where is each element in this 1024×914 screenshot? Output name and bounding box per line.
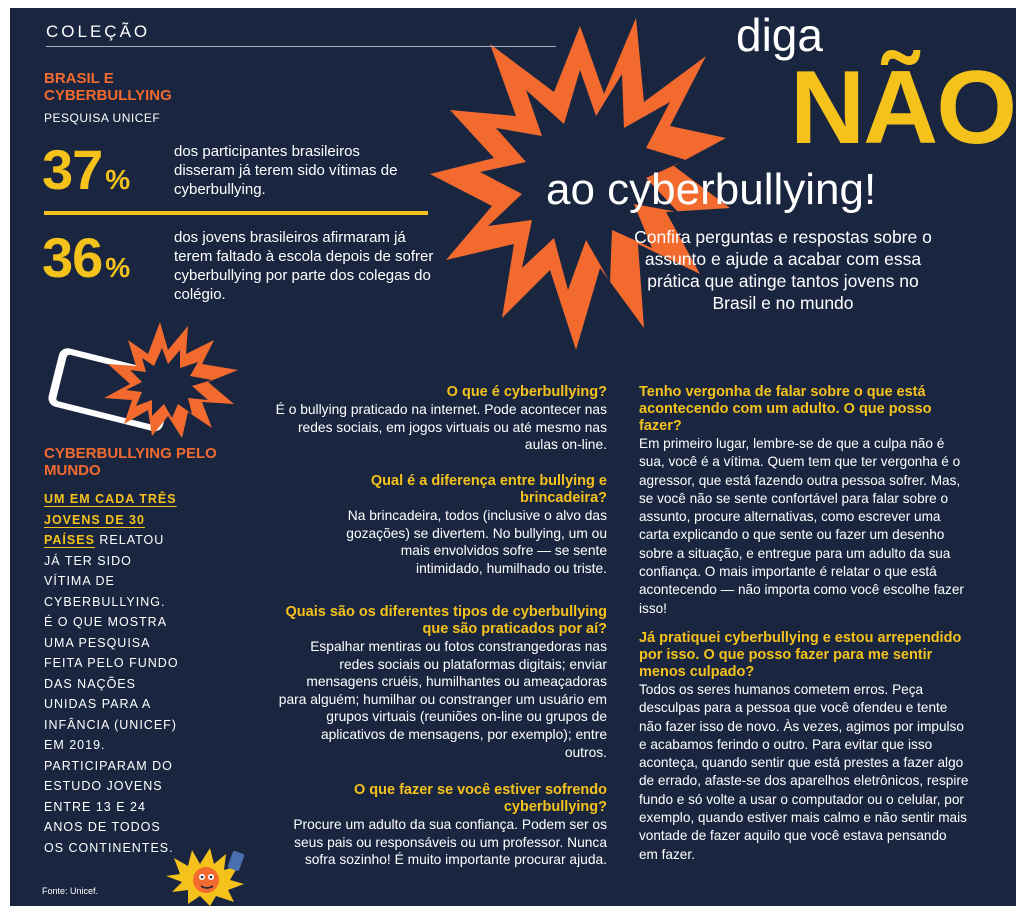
collection-label: COLEÇÃO	[46, 22, 151, 41]
answer: Na brincadeira, todos (inclusive o alvo das gozações) se divertem. No bullying, um ou mais envolvidos sofre — se sente intimidado, humilhado ou triste.	[346, 508, 607, 576]
smartphone-burst-icon	[42, 320, 242, 440]
answer: É o bullying praticado na internet. Pode acontecer nas redes sociais, em jogos virtuais ou até mesmo nas aulas on-line.	[275, 402, 607, 453]
qa-item	[275, 604, 607, 761]
headline-nao: NÃO	[790, 50, 1016, 166]
qa-item	[639, 630, 969, 864]
mascot-illustration-icon	[160, 844, 256, 906]
stat1-number	[42, 138, 130, 208]
question: Quais são os diferentes tipos de cyberbullying que são praticados por aí?	[285, 604, 607, 637]
headline-diga: diga	[736, 9, 823, 61]
world-title: CYBERBULLYING PELO MUNDO	[44, 445, 217, 479]
stat1-unit: %	[105, 164, 130, 195]
qa-item	[335, 473, 607, 577]
qa-item	[275, 782, 607, 869]
stat2-unit: %	[105, 252, 130, 283]
header-divider	[46, 46, 556, 47]
answer: Espalhar mentiras ou fotos constrangedoras nas redes sociais ou plataformas digitais; enviar mensagens cruéis, humilhantes ou ameaçadoras para alguém; humilhar ou constranger um usuário em grupos virtuais (reuniões on-line ou grupos de aplicativos de mensagens, por exemplo); entre outros.	[278, 639, 607, 760]
answer: Todos os seres humanos cometem erros. Peça desculpas para a pessoa que você ofendeu e tente não fazer isso de novo. Às vezes, agimos por impulso e acabamos ferindo o outro. Para evitar que isso aconteça, quando sentir que está prestes a fazer algo de errado, afaste-se dos aparelhos eletrônicos, respire fundo e só volte a usar o computador ou o celular, por exemplo, quando estiver mais calmo e não sentir mais vontade de fazer aquilo que você estava pensando em fazer.	[639, 682, 969, 862]
world-body: RELATOU JÁ TER SIDO VÍTIMA DE CYBERBULLYING. É O QUE MOSTRA UMA PESQUISA FEITA PELO FUNDO DAS NAÇÕES UNIDAS PARA A INFÂNCIA (UNICEF) EM 2019. PARTICIPARAM DO ESTUDO JOVENS ENTRE 13 E 24 ANOS DE TODOS OS CONTINENTES.	[44, 533, 179, 855]
qa-item	[639, 384, 969, 618]
stat1-value: 37	[42, 138, 103, 201]
stat1-text: dos participantes brasileiros disseram já terem sido vítimas de cyberbullying.	[174, 143, 398, 198]
question: O que fazer se você estiver sofrendo cyberbullying?	[353, 782, 607, 815]
question: Tenho vergonha de falar sobre o que está acontecendo com um adulto. O que posso fazer?	[639, 384, 932, 434]
stat-divider	[44, 211, 428, 215]
headline-cyberbullying: ao cyberbullying!	[546, 165, 877, 214]
source-note: Fonte: Unicef.	[42, 886, 99, 896]
answer: Em primeiro lugar, lembre-se de que a culpa não é sua, você é a vítima. Quem tem que ter vergonha é o agressor, que está fazendo outra pessoa sofrer. Mas, se você não se sente confortável para falar sobre o assunto, procure alternativas, como escrever uma carta explicando o que sente ou fazer um desenho sobre a situação, e entregue para um adulto da sua confiança. O mais importante é relatar o que está acontecendo — não importa como você escolhe fazer isso!	[639, 436, 964, 616]
world-text	[44, 489, 179, 858]
answer: Procure um adulto da sua confiança. Podem ser os seus pais ou responsáveis ou um professor. Nunca sofra sozinho! É muito importante procurar ajuda.	[293, 817, 607, 868]
brasil-title: BRASIL E CYBERBULLYING	[44, 70, 172, 104]
stat2-number	[42, 226, 130, 296]
survey-label: PESQUISA UNICEF	[44, 111, 161, 125]
headline-intro: Confira perguntas e respostas sobre o assunto e ajude a acabar com essa prática que atinge tantos jovens no Brasil e no mundo	[634, 227, 932, 313]
question: O que é cyberbullying?	[446, 384, 607, 400]
question: Já pratiquei cyberbullying e estou arrependido por isso. O que posso fazer para me sentir menos culpado?	[639, 630, 962, 680]
infographic-page	[10, 8, 1016, 906]
stat2-text: dos jovens brasileiros afirmaram já terem faltado à escola depois de sofrer cyberbullying por parte dos colegas do colégio.	[174, 229, 434, 303]
question: Qual é a diferença entre bullying e brincadeira?	[370, 473, 607, 506]
qa-item	[275, 384, 607, 454]
stat2-value: 36	[42, 226, 103, 289]
world-highlight: UM EM CADA TRÊS JOVENS DE 30 PAÍSES	[44, 492, 177, 547]
